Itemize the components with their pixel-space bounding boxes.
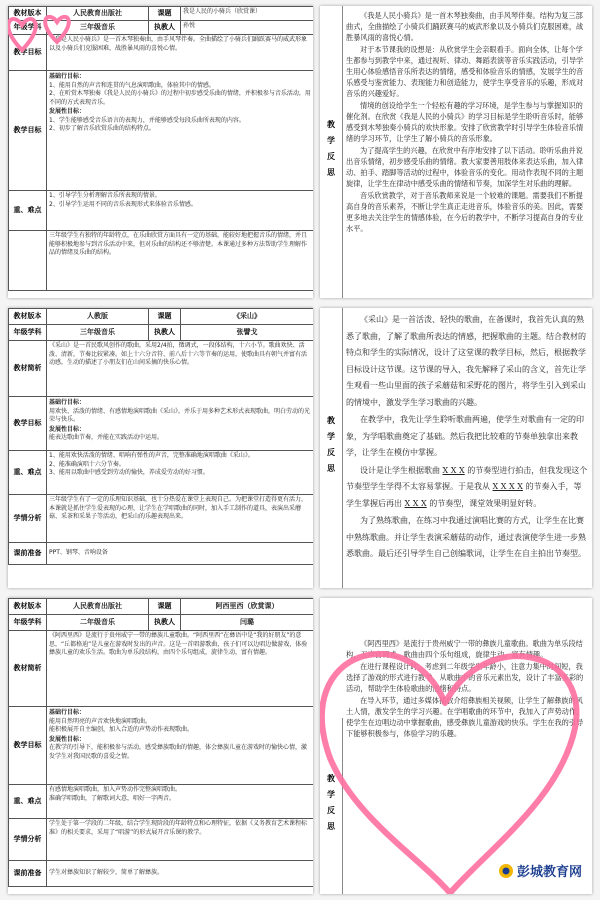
keypoint-item: 准确学唱歌曲，了解歌词大意，唱好一字两音。 [49, 794, 176, 802]
label-material: 教材版本 [9, 599, 47, 615]
label-students: 学情分析 [9, 495, 47, 543]
label-blank [9, 231, 47, 291]
label-analysis: 教学目标 [9, 35, 47, 71]
objective-item: 能表达歌曲节奏，并能在实践活动中运用。 [49, 434, 164, 441]
site-watermark [498, 861, 582, 880]
label-lesson: 课题 [149, 7, 181, 21]
grade-value: 三年级音乐 [47, 21, 149, 35]
reflection-label: 教学反思 [320, 718, 343, 894]
label-keypoints: 重、难点 [9, 191, 47, 231]
reflection-paragraph: 为了熟练歌曲，在练习中我通过演唱比赛的方式，让学生在比赛中熟练歌曲。并让学生表演采蘑菇的动作，通过表演使学生进一步熟悉歌曲。最后还引导学生自己创编歌词，让学生在自主拍出节奏型。 [346, 516, 586, 558]
teacher-value: 闫璐 [181, 615, 314, 631]
keypoint-item: 2、能准确演唱十六分节奏。 [49, 460, 125, 468]
label-objectives: 教学目标 [9, 397, 47, 451]
teacher-value: 孙悦 [181, 21, 314, 35]
label-teacher: 执教人 [149, 615, 181, 631]
label-teacher: 执教人 [149, 325, 181, 341]
objective-item: 用欢快、活泼的情绪、有感情地演唱歌曲《采山》，并乐于用多种艺术形式表现歌曲，明白劳动的光荣与快乐。 [49, 407, 311, 423]
reflection-1 [320, 6, 592, 298]
plan-table-2 [8, 308, 313, 565]
reflection-label: 教学反思 [320, 308, 343, 588]
label-lesson: 课题 [149, 599, 181, 615]
lesson-value: 阿西里西（欣赏课） [181, 599, 314, 615]
keypoint-item: 2、引导学生运用不同的音乐表现形式来体验音乐情感。 [49, 200, 197, 208]
label-analysis: 教材简析 [9, 631, 47, 707]
label-material: 教材版本 [9, 7, 47, 21]
objective-item: 能用自然明亮的声音欢快地演唱歌曲。 [49, 717, 152, 725]
material-value: 人民教育出版社 [47, 7, 149, 21]
objective-heading: 发展性目标： [49, 108, 86, 115]
label-analysis: 教材简析 [9, 341, 47, 397]
objective-item: 2、初步了解音乐欣赏乐曲的结构特点。 [49, 125, 155, 132]
keypoints-cell [47, 191, 314, 231]
rhythm-notation: X X X [404, 498, 427, 508]
reflection-paragraph: 情境的创设给学生一个轻松有趣的学习环境，是学生参与与掌握知识的催化剂。在欣赏《我是人民的小骑兵》的学习目标是学生聆听音乐时，能够感受到木琴独奏小骑兵的欢快形象。安排了欣赏教学时引导学生体验音乐情绪的学习环节，让学生了解小骑兵的音乐形象。 [346, 101, 584, 143]
label-lesson: 课题 [149, 309, 181, 325]
objective-heading: 基础行目标： [49, 399, 86, 406]
reflection-2 [320, 308, 592, 588]
heart-icon [8, 10, 82, 80]
keypoints-cell [47, 785, 314, 819]
label-grade: 年级学科 [9, 21, 47, 35]
reflection-paragraph: 音乐欣赏教学，对于音乐教师来说是一个较难的课题。需要我们不断提高自身的音乐素养，不断让学生真正走进音乐，体验音乐的美。因此，需要更多地去关注学生的情感体验，在今后的教学中，不断学习提高自身的专业水平。 [346, 191, 584, 233]
objective-item: 1、能用自然的声音和连贯的气息演唱歌曲，体验其中的情感。 [49, 81, 215, 89]
students-text: 学生处于第一学段的二年级，结合学生现阶段的年龄特点和心理特征，依据《义务教育艺术课程标准》的相关要求，采用了“唱游”的形式展开音乐课的教学。 [47, 819, 314, 861]
objective-item: 2、在听赏木琴独奏《我是人民的小骑兵》的过程中初步感受乐曲的情绪，并积极参与音乐活动，用不同的方式表现音乐。 [49, 90, 311, 106]
objectives-cell [47, 397, 314, 451]
grade-value: 二年级音乐 [47, 615, 149, 631]
lesson-plan-2 [8, 308, 313, 588]
rhythm-notation: X X X X [492, 482, 523, 491]
material-value: 人教版 [47, 309, 149, 325]
objective-item: 在教学的引导下，能积极参与活动，感受彝族歌曲的情趣，体会彝族儿童在游戏时的愉快心情，激发学生对我国民歌的喜爱之情。 [49, 744, 308, 760]
students-text: 三年级学生有了一定的乐理知识基础，也十分热爱在课堂上表现自己。为把课堂打造得更有活力，本课就是抓住学生爱表现的心理，让学生在学唱歌曲的同时，加入手工制作的道具，表演出采蘑菇、采茶和采果子等活动，把采山的乐趣表现出来。 [47, 495, 314, 543]
reflection-text [346, 10, 588, 294]
lesson-plan-3 [8, 598, 313, 894]
reflection-text [346, 312, 588, 584]
reflection-paragraph: 《阿西里西》是流行于贵州威宁一带的彝族儿童歌曲。歌曲为单乐段结构，五声宫调式。歌曲由四个乐句组成，旋律生动，富有情趣。 [346, 639, 583, 659]
lesson-value: 《采山》 [181, 309, 314, 325]
prep-text: PPT、钢琴、音响设备 [47, 543, 314, 565]
plan-table-3 [8, 598, 313, 887]
rhythm-notation: X X X [442, 465, 465, 475]
heart-icon [320, 608, 590, 894]
teacher-value: 张譬戈 [181, 325, 314, 341]
objective-item: 1、学生能够感受音乐语言的表现力，并能够感受每段乐曲所表现的内容。 [49, 116, 245, 124]
objectives-cell [47, 71, 314, 191]
prep-text: 学生对彝族知识了解较少，简单了解彝族。 [47, 861, 314, 887]
logo-icon [498, 863, 514, 879]
label-keypoints: 重、难点 [9, 785, 47, 819]
reflection-paragraph: 对于本节课我的设想是：从欣赏学生会亲眼看手。面向全体，让每个学生都参与到教学中来，通过视听、律动、舞蹈表演等音乐实践活动，引导学生用心体验感悟音乐所表达的情绪，感受和体验音乐的情感，发展学生的音乐感受与鉴赏能力、表现能力和创造能力，使学生享受音乐的乐趣，形成对音乐的兴趣爱好。 [346, 45, 584, 98]
objective-item: 能积极展开自主编创，加入合适的声势动作表现歌曲。 [49, 726, 194, 733]
analysis-text: 《我是人民小骑兵》是一首木琴独奏曲，由手风琴伴奏。全曲描绘了小骑兵们踊跃赛马的威武形象以及小骑兵们克服困难，战胜暴风雨的喜悦心情。 [47, 35, 314, 71]
label-material: 教材版本 [9, 309, 47, 325]
keypoint-item: 1、引导学生分析理解音乐所表现的情景。 [49, 192, 161, 199]
reflection-paragraph: 《我是人民小骑兵》是一首木琴独奏曲，由手风琴伴奏。结构为复三部曲式，全曲描绘了小骑兵们踊跃赛马的威武形象以及小骑兵们克服困难，战胜暴风雨的喜悦心情。 [346, 11, 584, 42]
keypoint-item: 有感情地演唱歌曲，加入声势动作完整演唱歌曲。 [49, 786, 182, 793]
student-intro-text: 三年级学生有独特的年龄特点，在乐曲欣赏方面具有一定的基础，能较好地把握音乐的情绪，并且能够积极地参与到音乐活动中来，但对乐曲的结构还不够清楚。本课通过多种方法帮助学生理解作品的情绪及乐曲的结构。 [47, 231, 314, 291]
label-prep: 课前准备 [9, 861, 47, 887]
reflection-paragraph: 《采山》是一首活泼、轻快的歌曲，在备课时，我首先认真的熟悉了歌曲，了解了歌曲所表达的情感，把握歌曲的主题。结合教材的特点和学生的实际情况，设计了这堂课的教学目标，然后，根据教学目标设计这节课。这节课的导入，我先解释了采山的含义，首先让学生观看一些山里面的孩子采蘑菇和采野花的图片，将学生引入到采山的情境中，激发学生学习歌曲的兴趣。 [346, 315, 586, 407]
objective-heading: 基础行目标： [49, 709, 86, 716]
keypoints-cell [47, 451, 314, 495]
label-grade: 年级学科 [9, 615, 47, 631]
objective-heading: 发展性目标： [49, 735, 86, 743]
reflection-paragraph: 为了提高学生的兴趣，在欣赏中有序地安排了以下活动。聆听乐曲并说出音乐情绪，初步感受乐曲的情绪。教大家要善用肢体来表达乐曲，加入律动、拍手、踏脚等活动的过程中，体验音乐的变化。用动作表现不同的主题旋律，让学生在律动中感受乐曲的情绪和节奏，加深学生对乐曲的理解。 [346, 146, 584, 188]
label-students: 学情分析 [9, 819, 47, 861]
grade-value: 三年级音乐 [47, 325, 149, 341]
label-keypoints: 重、难点 [9, 451, 47, 495]
reflection-paragraph: 在导入环节，通过多媒体播放介绍彝族相关视频，让学生了解彝族的风土人情，激发学生的学习兴趣。在学唱歌曲的环节中，我加入了声势动作，使学生在边唱边动中掌握歌曲，感受彝族儿童游戏的快乐。学生在我的引导下能够积极参与，体验学习的乐趣。 [346, 696, 584, 738]
label-prep: 课前准备 [9, 543, 47, 565]
keypoint-item: 1、能用欢快活泼的情绪、唱响有弹性的声音，完整准确地演唱歌曲《采山》。 [49, 452, 254, 459]
material-value: 人民教育出版社 [47, 599, 149, 615]
analysis-text: 《采山》是一首民歌风创作的歌曲，采用2/4拍，徵调式，一段体结构，十六小节。歌曲欢快、活泼、清新，节奏比较紧凑。如上十六分音符、前八后十六等节奏的运用，使歌曲具有朝气并富有活动感，生动的描述了小朋友们在山间采摘的快乐心情。 [47, 341, 314, 397]
reflection-label: 教学反思 [320, 6, 343, 298]
reflection-paragraph: 设计是让学生根据歌曲 X X X 的节奏型进行拍击，但我发现这个节奏型学生学得不太容易掌握。于是我从 X X X X 的节奏入手，等学生掌握后再出 X X X 的节奏型，课堂效果明显好转。 [346, 465, 588, 508]
label-grade: 年级学科 [9, 325, 47, 341]
watermark-text: 彭城教育网 [516, 865, 582, 880]
lesson-plan-1 [8, 6, 313, 298]
reflection-paragraph: 在进行课程设计时，考虑到二年级学生年龄小，注意力集中时间短，我选择了游戏的形式进行教学，从歌曲中的音乐元素出发，设计了丰富多彩的活动，帮助学生体验歌曲的情绪和特点。 [346, 662, 584, 693]
analysis-text: 《阿西里西》是流行于贵州威宁一带的彝族儿童歌曲。“阿西里西”在彝语中是“我的好朋友”的意思，“丘都格迪”是儿童在游戏时发出的声音。这是一首唱游歌曲，孩子们可以边唱边做游戏，体验彝族儿童的欢乐生活。歌曲为单乐段结构，由四个乐句组成，旋律生动，富有情趣。 [47, 631, 314, 707]
label-teacher: 执教人 [149, 21, 181, 35]
reflection-3 [320, 598, 592, 894]
keypoint-item: 3、能用以歌曲中感受到劳动的愉快，养成爱劳动的好习惯。 [49, 469, 209, 476]
reflection-paragraph: 在教学中，我先让学生聆听歌曲两遍，使学生对歌曲有一定的印象，为学唱歌曲奠定了基础。然后我把比较难的节奏单独拿出来教学，让学生在模仿中掌握。 [346, 415, 584, 457]
label-objectives: 教学目标 [9, 71, 47, 191]
lesson-value: 我是人民的小骑兵（欣赏课） [181, 7, 314, 21]
objective-heading: 发展性目标： [49, 425, 86, 433]
label-objectives: 教学目标 [9, 707, 47, 785]
objectives-cell [47, 707, 314, 785]
objective-heading: 基础行目标： [49, 73, 86, 80]
